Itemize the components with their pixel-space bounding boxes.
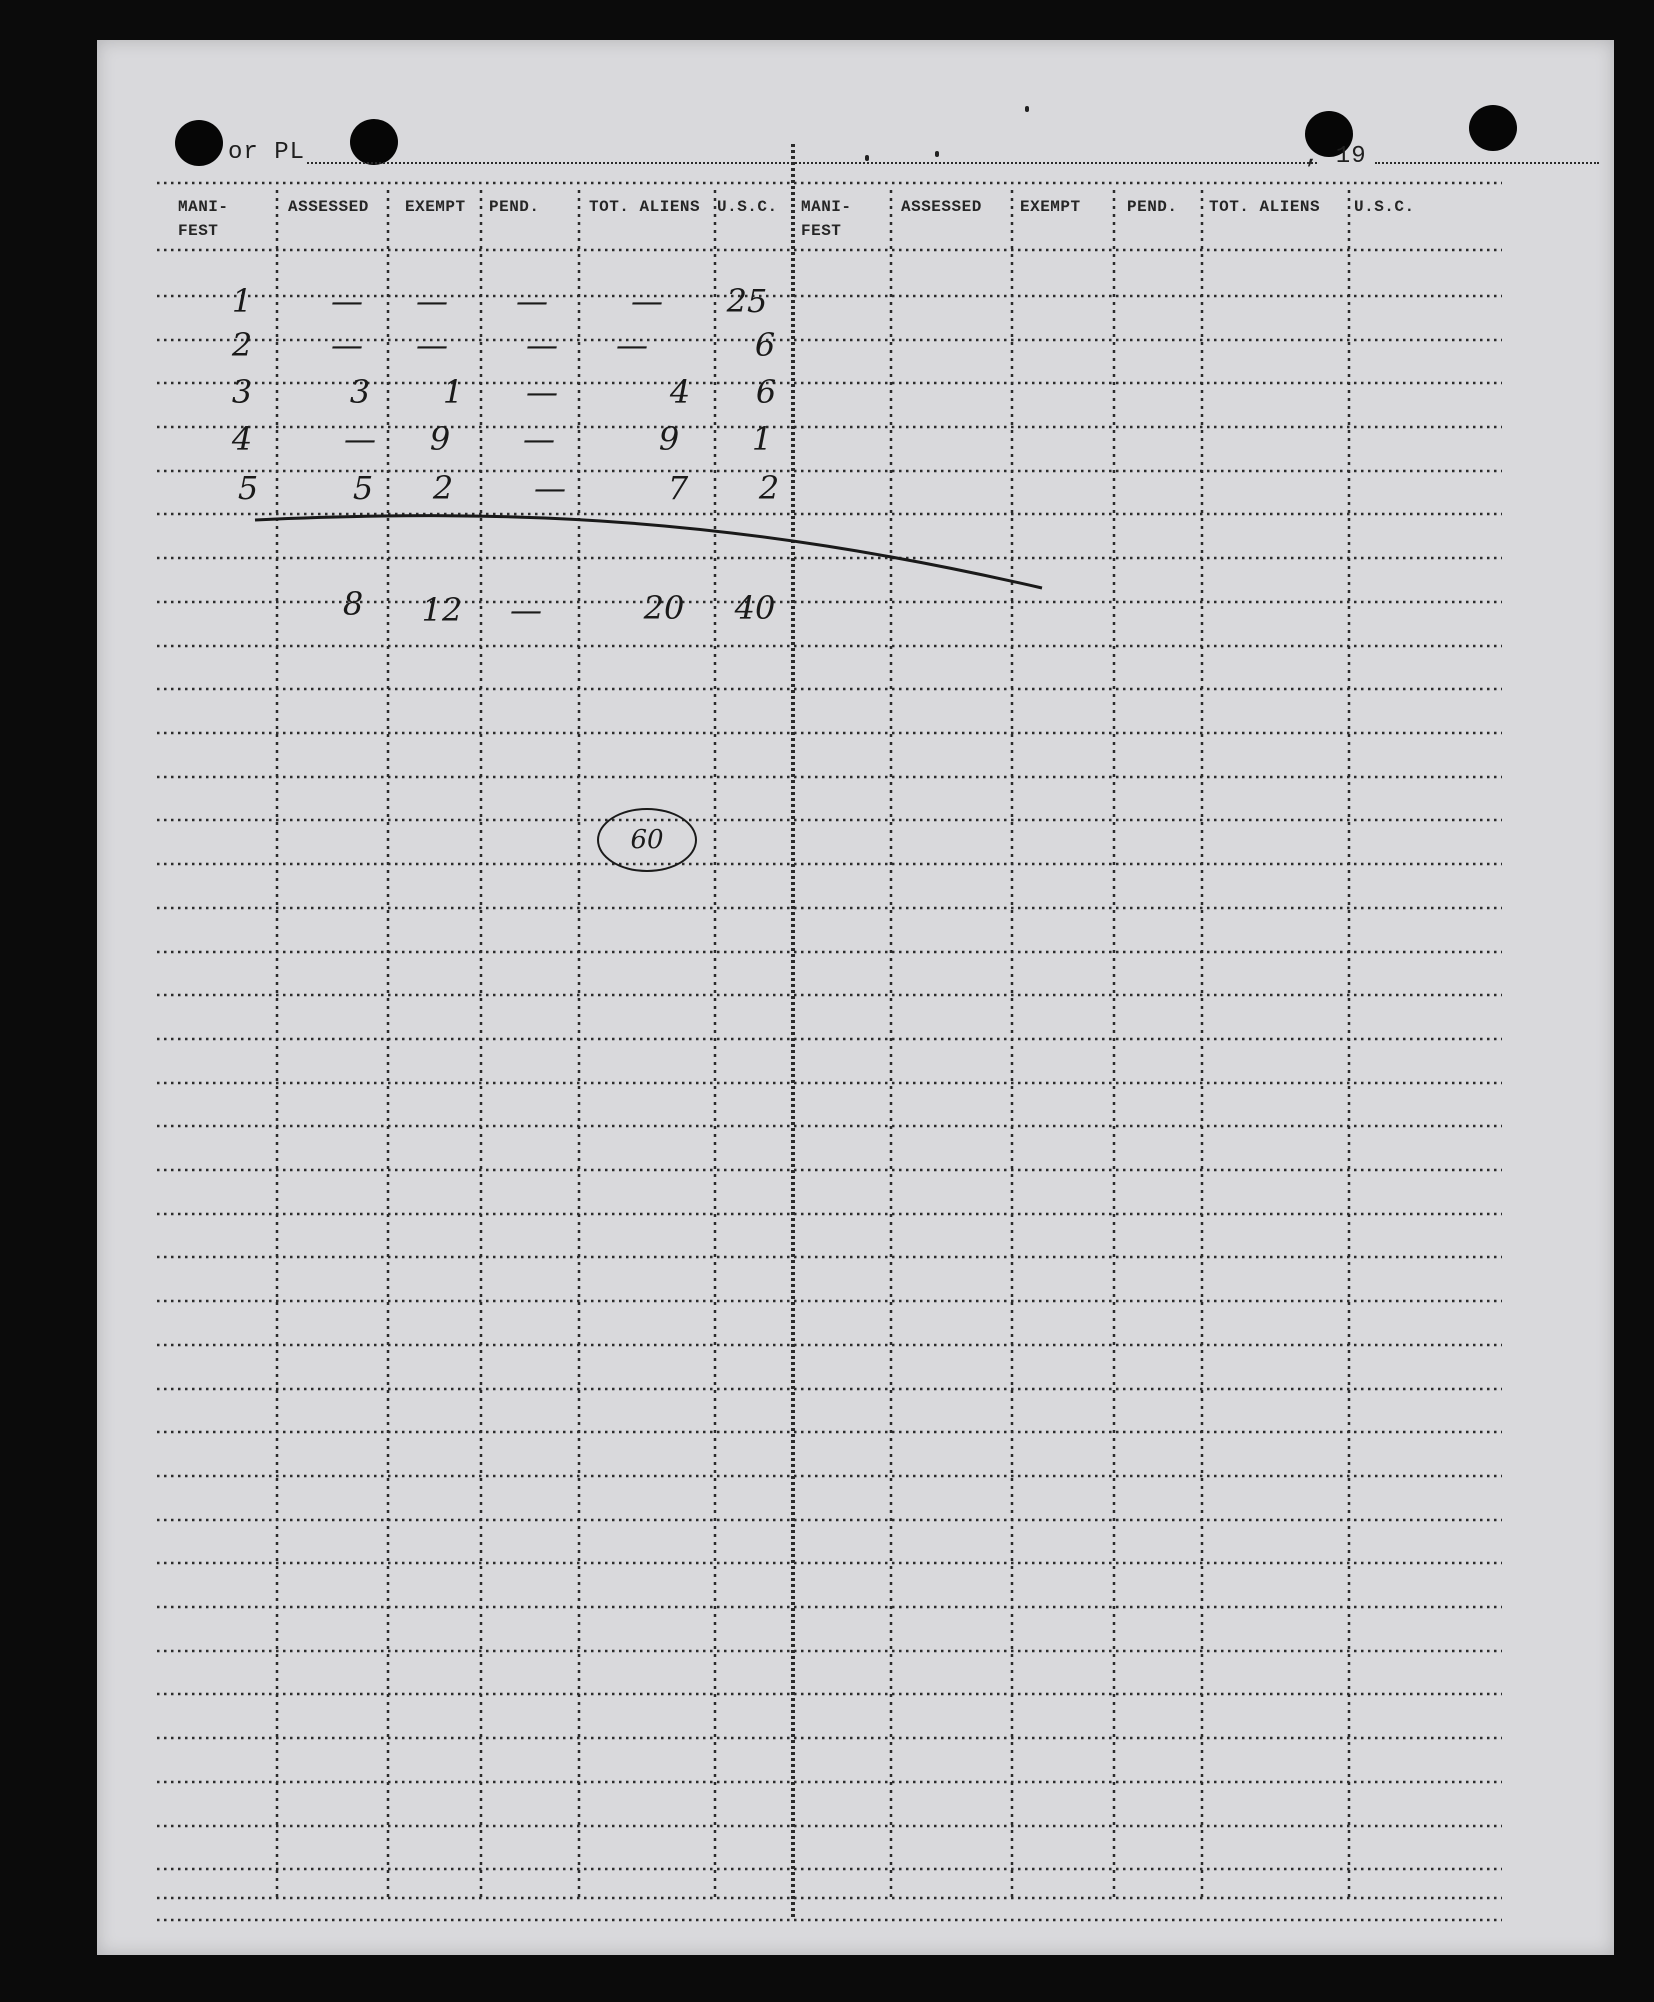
row-1-usc: 25 xyxy=(726,282,768,320)
year-label: , 19 xyxy=(1305,143,1367,170)
row-3-exempt: 1 xyxy=(442,373,464,411)
header-manifest-left: MANI- FEST xyxy=(178,198,229,240)
row-2-tot-aliens: — xyxy=(616,326,648,364)
grand-total-value: 60 xyxy=(630,825,664,855)
total-pend: — xyxy=(510,591,542,629)
row-4-exempt: 9 xyxy=(429,420,451,458)
row-4-assessed: — xyxy=(344,420,376,458)
row-1-tot-aliens: — xyxy=(631,282,663,320)
grand-total-circle xyxy=(597,808,697,872)
port-label: or PL xyxy=(228,139,306,166)
header-assessed-left: ASSESSED xyxy=(288,198,369,216)
row-3-pend: — xyxy=(526,373,558,411)
row-5-tot-aliens: 7 xyxy=(667,469,689,507)
row-1-assessed: — xyxy=(331,282,363,320)
header-pend-right: PEND. xyxy=(1127,198,1178,216)
row-2-pend: — xyxy=(526,326,558,364)
grid-lines xyxy=(97,40,1614,1955)
row-3-assessed: 3 xyxy=(349,373,371,411)
row-2-manifest: 2 xyxy=(231,326,253,364)
row-5-usc: 2 xyxy=(758,469,780,507)
header-tot-aliens-left: TOT. ALIENS xyxy=(589,198,701,216)
row-3-tot-aliens: 4 xyxy=(669,373,691,411)
total-tot-aliens: 20 xyxy=(643,589,685,627)
row-3-manifest: 3 xyxy=(231,373,253,411)
total-assessed: 8 xyxy=(342,585,364,623)
header-usc-left: U.S.C. xyxy=(717,198,778,216)
row-5-pend: — xyxy=(534,469,566,507)
row-2-exempt: — xyxy=(416,326,448,364)
row-4-pend: — xyxy=(523,420,555,458)
row-5-exempt: 2 xyxy=(432,469,454,507)
total-usc: 40 xyxy=(734,589,776,627)
row-1-manifest: 1 xyxy=(231,282,253,320)
manifest-tally-form xyxy=(97,40,1614,1955)
header-pend-left: PEND. xyxy=(489,198,540,216)
row-4-usc: 1 xyxy=(751,420,773,458)
handwritten-sum-stroke xyxy=(255,516,1042,588)
header-tot-aliens-right: TOT. ALIENS xyxy=(1209,198,1321,216)
row-1-exempt: — xyxy=(416,282,448,320)
header-exempt-left: EXEMPT xyxy=(405,198,466,216)
header-assessed-right: ASSESSED xyxy=(901,198,982,216)
total-exempt: 12 xyxy=(421,591,463,629)
row-5-manifest: 5 xyxy=(237,469,259,507)
header-manifest-right: MANI- FEST xyxy=(801,198,852,240)
row-2-usc: 6 xyxy=(754,326,776,364)
row-2-assessed: — xyxy=(331,326,363,364)
row-4-manifest: 4 xyxy=(231,420,253,458)
row-5-assessed: 5 xyxy=(352,469,374,507)
row-3-usc: 6 xyxy=(755,373,777,411)
row-1-pend: — xyxy=(516,282,548,320)
header-exempt-right: EXEMPT xyxy=(1020,198,1081,216)
header-usc-right: U.S.C. xyxy=(1354,198,1415,216)
row-4-tot-aliens: 9 xyxy=(658,420,680,458)
